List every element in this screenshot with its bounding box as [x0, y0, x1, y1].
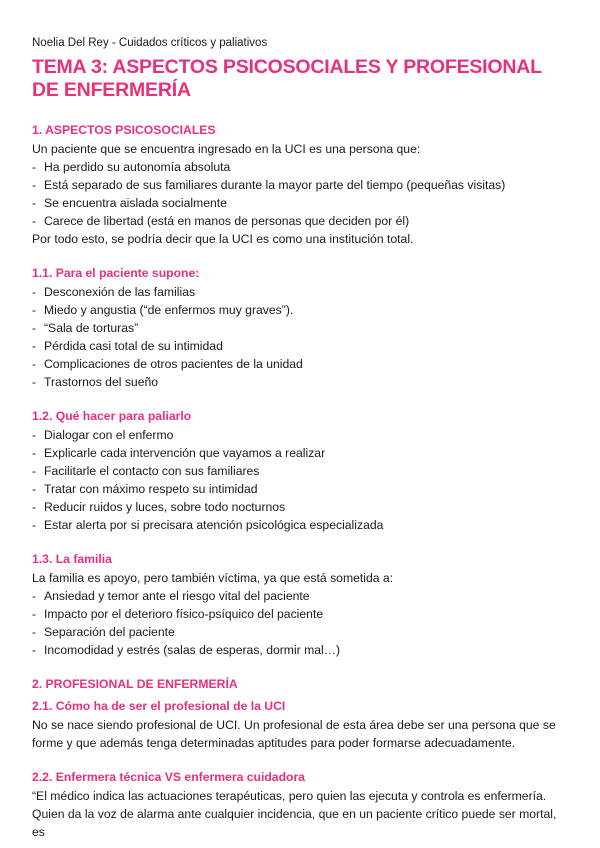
list-item: [32, 158, 572, 176]
bullet-list: [32, 158, 572, 230]
section-heading: 2. PROFESIONAL DE ENFERMERÍA: [32, 677, 238, 691]
dash-bullet-icon: -: [32, 357, 37, 371]
list-item-text: “Sala de torturas”: [44, 321, 139, 335]
list-item-text: Complicaciones de otros pacientes de la unidad: [44, 357, 303, 371]
document-author: Noelia Del Rey - Cuidados críticos y paliativos: [32, 37, 268, 49]
section-la-familia: [32, 551, 572, 659]
list-item: [32, 623, 572, 641]
section-outro: Por todo esto, se podría decir que la UCI es como una institución total.: [32, 232, 414, 246]
list-item-text: Facilitarle el contacto con sus familiares: [44, 464, 260, 478]
list-item-text: Se encuentra aislada socialmente: [44, 196, 227, 210]
section-intro: La familia es apoyo, pero también víctima, ya que está sometida a:: [32, 571, 394, 585]
list-item-text: Carece de libertad (está en manos de personas que deciden por él): [44, 214, 410, 228]
dash-bullet-icon: -: [32, 214, 37, 228]
dash-bullet-icon: -: [32, 428, 37, 442]
list-item-text: Trastornos del sueño: [44, 375, 159, 389]
list-item: [32, 462, 572, 480]
list-item: [32, 319, 572, 337]
list-item-text: Dialogar con el enfermo: [44, 428, 174, 442]
dash-bullet-icon: -: [32, 160, 37, 174]
dash-bullet-icon: -: [32, 285, 37, 299]
dash-bullet-icon: -: [32, 446, 37, 460]
bullet-list: [32, 426, 572, 534]
dash-bullet-icon: -: [32, 482, 37, 496]
section-heading: 1. ASPECTOS PSICOSOCIALES: [32, 123, 216, 137]
list-item: [32, 355, 572, 373]
list-item-text: Explicarle cada intervención que vayamos a realizar: [44, 446, 326, 460]
document-page: [32, 36, 572, 841]
dash-bullet-icon: -: [32, 500, 37, 514]
list-item: [32, 444, 572, 462]
section-heading: 1.2. Qué hacer para paliarlo: [32, 409, 192, 423]
section-intro: No se nace siendo profesional de UCI. Un profesional de esta área debe ser una persona que se forme y que además tenga determinadas aptitudes para poder formarse adecuadamente.: [32, 718, 556, 750]
list-item-text: Miedo y angustia (“de enfermos muy graves”).: [44, 303, 294, 317]
section-profesional-enfermeria: [32, 676, 572, 692]
list-item-text: Separación del paciente: [44, 625, 175, 639]
list-item: [32, 337, 572, 355]
dash-bullet-icon: -: [32, 518, 37, 532]
list-item: [32, 212, 572, 230]
section-intro: Un paciente que se encuentra ingresado en la UCI es una persona que:: [32, 142, 421, 156]
dash-bullet-icon: -: [32, 178, 37, 192]
dash-bullet-icon: -: [32, 464, 37, 478]
section-heading: 2.2. Enfermera técnica VS enfermera cuidadora: [32, 770, 305, 784]
list-item: [32, 301, 572, 319]
section-aspectos-psicosociales: [32, 122, 572, 248]
list-item-text: Está separado de sus familiares durante la mayor parte del tiempo (pequeñas visitas): [44, 178, 506, 192]
list-item: [32, 516, 572, 534]
list-item-text: Estar alerta por si precisara atención psicológica especializada: [44, 518, 384, 532]
list-item: [32, 283, 572, 301]
section-como-ha-de-ser: [32, 698, 572, 752]
section-heading: 1.3. La familia: [32, 552, 112, 566]
list-item-text: Ha perdido su autonomía absoluta: [44, 160, 231, 174]
list-item: [32, 641, 572, 659]
list-item-text: Impacto por el deterioro físico-psíquico del paciente: [44, 607, 324, 621]
section-enfermera-tecnica: [32, 769, 572, 841]
section-heading: 2.1. Cómo ha de ser el profesional de la UCI: [32, 699, 286, 713]
dash-bullet-icon: -: [32, 607, 37, 621]
list-item: [32, 426, 572, 444]
list-item-text: Incomodidad y estrés (salas de esperas, dormir mal…): [44, 643, 340, 657]
section-para-el-paciente: [32, 265, 572, 391]
dash-bullet-icon: -: [32, 339, 37, 353]
bullet-list: [32, 283, 572, 391]
section-intro: “El médico indica las actuaciones terapéuticas, pero quien las ejecuta y controla es enfermería. Quien da la voz de alarma ante cualquier incidencia, que en un paciente crítico puede ser mortal, es: [32, 789, 557, 839]
list-item: [32, 480, 572, 498]
document-title: TEMA 3: ASPECTOS PSICOSOCIALES Y PROFESIONAL DE ENFERMERÍA: [32, 56, 542, 101]
dash-bullet-icon: -: [32, 625, 37, 639]
list-item: [32, 587, 572, 605]
dash-bullet-icon: -: [32, 643, 37, 657]
list-item: [32, 373, 572, 391]
dash-bullet-icon: -: [32, 196, 37, 210]
list-item: [32, 194, 572, 212]
bullet-list: [32, 587, 572, 659]
list-item: [32, 498, 572, 516]
list-item-text: Ansiedad y temor ante el riesgo vital del paciente: [44, 589, 310, 603]
list-item-text: Desconexión de las familias: [44, 285, 196, 299]
dash-bullet-icon: -: [32, 303, 37, 317]
section-que-hacer: [32, 408, 572, 534]
dash-bullet-icon: -: [32, 321, 37, 335]
section-heading: 1.1. Para el paciente supone:: [32, 266, 200, 280]
dash-bullet-icon: -: [32, 589, 37, 603]
list-item: [32, 605, 572, 623]
list-item-text: Tratar con máximo respeto su intimidad: [44, 482, 258, 496]
list-item: [32, 176, 572, 194]
list-item-text: Pérdida casi total de su intimidad: [44, 339, 223, 353]
list-item-text: Reducir ruidos y luces, sobre todo nocturnos: [44, 500, 286, 514]
dash-bullet-icon: -: [32, 375, 37, 389]
